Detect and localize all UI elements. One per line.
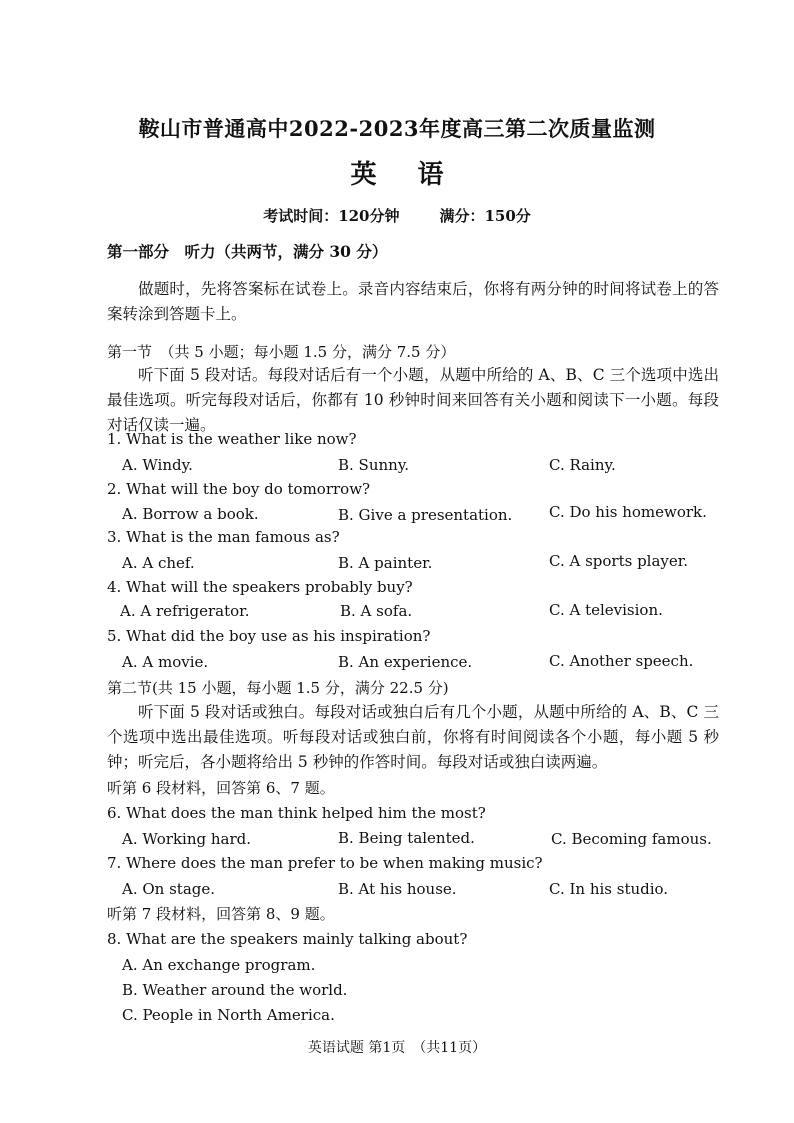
question-5: 5. What did the boy use as his inspiration? [107,627,431,645]
section2-title: 第二节(共 15 小题，每小题 1.5 分，满分 22.5 分) [107,679,449,697]
material-7-note: 听第 7 段材料，回答第 8、9 题。 [107,905,335,923]
section1-instructions: 听下面 5 段对话。每段对话后有一个小题，从题中所给的 A、B、C 三个选项中选出最佳选项。听完每段对话后，你都有 10 秒钟时间来回答有关小题和阅读下一小题。每段对话仅读一遍。 [107,366,719,434]
page-footer: 英语试题 第1页 （共11页） [307,1040,487,1056]
q1-option-b: B. Sunny. [338,456,410,474]
exam-meta [0,205,794,226]
q4-option-b: B. A sofa. [340,602,413,620]
q5-option-c: C. Another speech. [549,652,694,670]
q3-option-a: A. A chef. [122,554,195,572]
part1-title: 第一部分 听力（共两节，满分 30 分） [107,242,388,261]
q7-option-c: C. In his studio. [549,880,669,898]
q5-option-a: A. A movie. [122,653,209,671]
q5-option-b: B. An experience. [338,653,473,671]
question-3: 3. What is the man famous as? [107,528,340,546]
q8-option-b: B. Weather around the world. [122,981,348,999]
q7-option-a: A. On stage. [122,880,216,898]
q1-option-c: C. Rainy. [549,456,616,474]
exam-score: 满分：150分 [439,207,531,225]
q2-option-a: A. Borrow a book. [122,505,259,523]
question-8: 8. What are the speakers mainly talking about? [107,930,468,948]
question-2: 2. What will the boy do tomorrow? [107,480,371,498]
q7-option-b: B. At his house. [338,880,457,898]
exam-time: 考试时间：120分钟 [263,207,400,225]
page-title: 鞍山市普通高中2022-2023年度高三第二次质量监测 [138,116,656,141]
q1-option-a: A. Windy. [122,456,193,474]
q4-option-c: C. A television. [549,601,663,619]
q3-option-c: C. A sports player. [549,552,689,570]
material-6-note: 听第 6 段材料，回答第 6、7 题。 [107,779,335,797]
q4-option-a: A. A refrigerator. [120,602,250,620]
question-4: 4. What will the speakers probably buy? [107,578,413,596]
q2-option-c: C. Do his homework. [549,503,707,521]
question-6: 6. What does the man think helped him the most? [107,804,486,822]
q8-option-a: A. An exchange program. [122,956,316,974]
question-1: 1. What is the weather like now? [107,430,357,448]
subject-title: 英 语 [350,160,460,190]
question-7: 7. Where does the man prefer to be when making music? [107,854,543,872]
q6-option-a: A. Working hard. [122,830,252,848]
section1-title: 第一节 （共 5 小题；每小题 1.5 分，满分 7.5 分） [107,343,456,361]
q3-option-b: B. A painter. [338,554,433,572]
part1-intro: 做题时，先将答案标在试卷上。录音内容结束后，你将有两分钟的时间将试卷上的答案转涂到答题卡上。 [107,280,719,323]
q6-option-c: C. Becoming famous. [551,830,712,848]
q2-option-b: B. Give a presentation. [338,506,513,524]
section2-instructions: 听下面 5 段对话或独白。每段对话或独白后有几个小题，从题中所给的 A、B、C 三个选项中选出最佳选项。听每段对话或独白前，你将有时间阅读各个小题，每小题 5 秒钟；听完后，各小题将给出 5 秒钟的作答时间。每段对话或独白读两遍。 [107,703,719,771]
q8-option-c: C. People in North America. [122,1006,335,1024]
q6-option-b: B. Being talented. [338,829,475,847]
